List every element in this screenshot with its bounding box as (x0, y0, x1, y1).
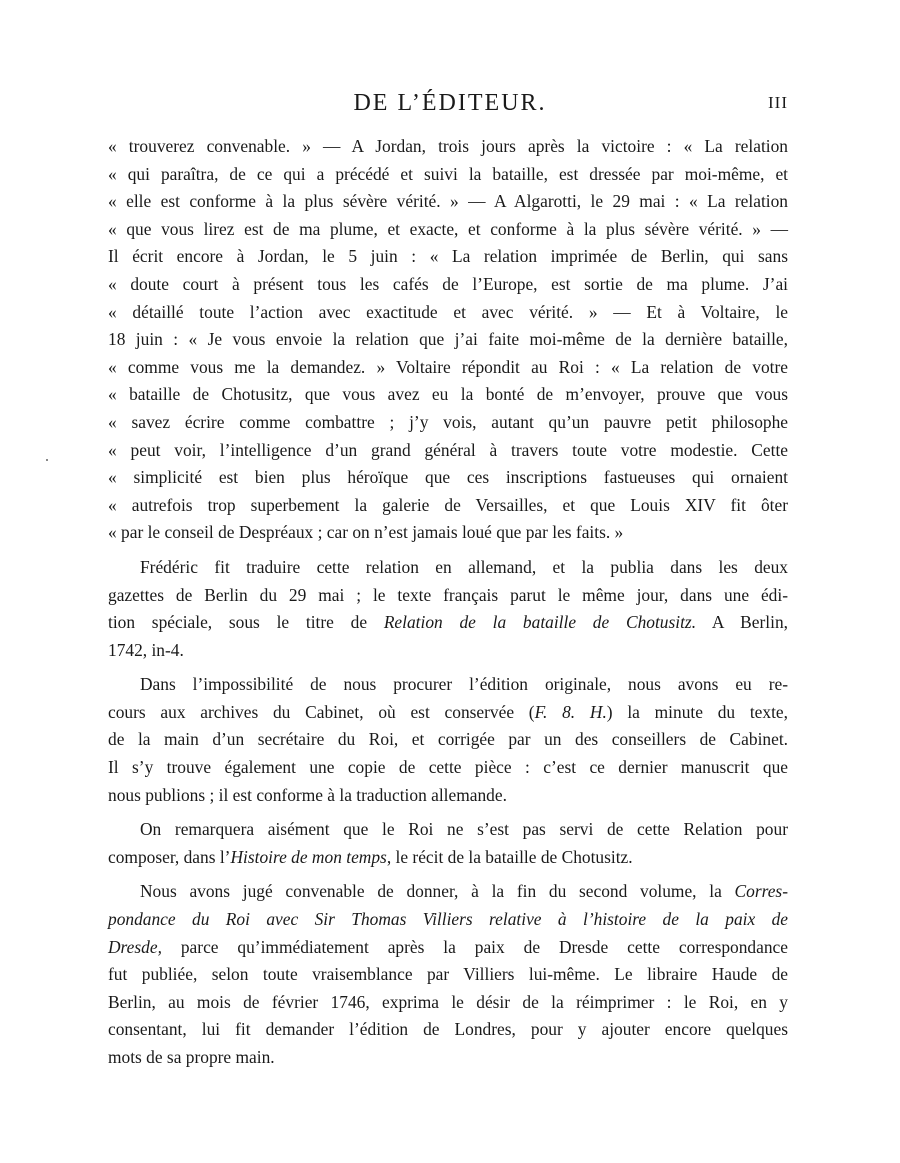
text-line: « bataille de Chotusitz, que vous avez eu la bonté de m’envoyer, prouve que vous (108, 384, 788, 405)
text-line: Dans l’impossibilité de nous procurer l’édition originale, nous avons eu re- (140, 674, 788, 695)
text-segment: , le récit de la bataille de Chotusitz. (386, 846, 633, 867)
text-line (108, 609, 788, 637)
text-line: On remarquera aisément que le Roi ne s’est pas servi de cette Relation pour (140, 819, 788, 840)
text-line (108, 934, 788, 962)
paragraph-1 (108, 133, 788, 547)
work-title: Dresde, (108, 936, 162, 957)
text-line: nous publions ; il est conforme à la traduction allemande. (108, 784, 507, 805)
paragraph-5 (108, 878, 788, 1071)
text-line: « elle est conforme à la plus sévère vérité. » — A Algarotti, le 29 mai : « La relation (108, 191, 788, 212)
text-segment: tion spéciale, sous le titre de (108, 612, 384, 633)
margin-speck (46, 459, 48, 461)
body-text (108, 133, 788, 1079)
text-segment: cours aux archives du Cabinet, où est conservée ( (108, 701, 535, 722)
text-line: « trouverez convenable. » — A Jordan, trois jours après la victoire : « La relation (108, 136, 788, 156)
text-line: mots de sa propre main. (108, 1047, 275, 1067)
text-segment: ) la minute du texte, (606, 701, 788, 722)
text-line: « savez écrire comme combattre ; j’y vois, autant qu’un pauvre petit philosophe (108, 411, 788, 432)
text-line: « autrefois trop superbement la galerie de Versailles, et que Louis XIV fit ôter (108, 494, 788, 515)
text-segment: parce qu’immédiatement après la paix de Dresde cette correspondance (180, 936, 788, 957)
archive-reference: F. 8. H. (534, 701, 607, 722)
work-title: Corres- (734, 881, 788, 902)
text-line: Berlin, au mois de février 1746, exprima le désir de la réimprimer : le Roi, en y (108, 991, 788, 1012)
work-title: Histoire de mon temps (230, 846, 387, 867)
text-segment: composer, dans l’ (108, 846, 231, 867)
text-line: « peut voir, l’intelligence d’un grand général à travers toute votre modestie. Cette (108, 439, 788, 460)
text-line: « doute court à présent tous les cafés de l’Europe, est sortie de ma plume. J’ai (108, 273, 788, 294)
text-line (108, 699, 788, 727)
text-line: « détaillé toute l’action avec exactitude et avec vérité. » — Et à Voltaire, le (108, 301, 788, 322)
text-line: de la main d’un secrétaire du Roi, et corrigée par un des conseillers de Cabinet. (108, 729, 788, 750)
running-head (0, 88, 900, 118)
text-line: gazettes de Berlin du 29 mai ; le texte français parut le même jour, dans une édi- (108, 584, 788, 605)
page-number: III (768, 93, 788, 112)
running-title: DE L’ÉDITEUR. (353, 90, 547, 116)
text-segment: A Berlin, (696, 612, 789, 633)
text-line: Il s’y trouve également une copie de cette pièce : c’est ce dernier manuscrit que (108, 757, 788, 778)
text-line: fut publiée, selon toute vraisemblance par Villiers lui-même. Le libraire Haude de (108, 964, 788, 985)
text-line: 1742, in-4. (108, 639, 184, 660)
paragraph-3 (108, 671, 788, 809)
text-line: « simplicité est bien plus héroïque que ces inscriptions fastueuses qui ornaient (108, 467, 788, 488)
text-line (108, 906, 788, 934)
text-line: Il écrit encore à Jordan, le 5 juin : « La relation imprimée de Berlin, qui sans (108, 246, 788, 267)
text-line: consentant, lui fit demander l’édition de Londres, pour y ajouter encore quelques (108, 1019, 788, 1040)
work-title: pondance du Roi avec Sir Thomas Villiers relative à l’histoire de la paix de (108, 909, 788, 930)
text-line: « par le conseil de Despréaux ; car on n’est jamais loué que par les faits. » (108, 522, 624, 543)
text-line (108, 844, 788, 872)
paragraph-2 (108, 554, 788, 664)
text-line: « qui paraîtra, de ce qui a précédé et suivi la bataille, est dressée par moi-même, et (108, 163, 788, 184)
text-segment: Nous avons jugé convenable de donner, à la fin du second volume, la (140, 881, 735, 902)
text-line: « comme vous me la demandez. » Voltaire répondit au Roi : « La relation de votre (108, 356, 788, 377)
publication-title: Relation de la bataille de Chotusitz. (383, 612, 697, 633)
text-line: 18 juin : « Je vous envoie la relation que j’ai faite moi-même de la dernière bataille, (108, 329, 788, 350)
text-line (108, 878, 788, 906)
paragraph-4 (108, 816, 788, 871)
text-line: Frédéric fit traduire cette relation en allemand, et la publia dans les deux (140, 556, 788, 577)
text-line: « que vous lirez est de ma plume, et exacte, et conforme à la plus sévère vérité. » — (108, 218, 788, 239)
